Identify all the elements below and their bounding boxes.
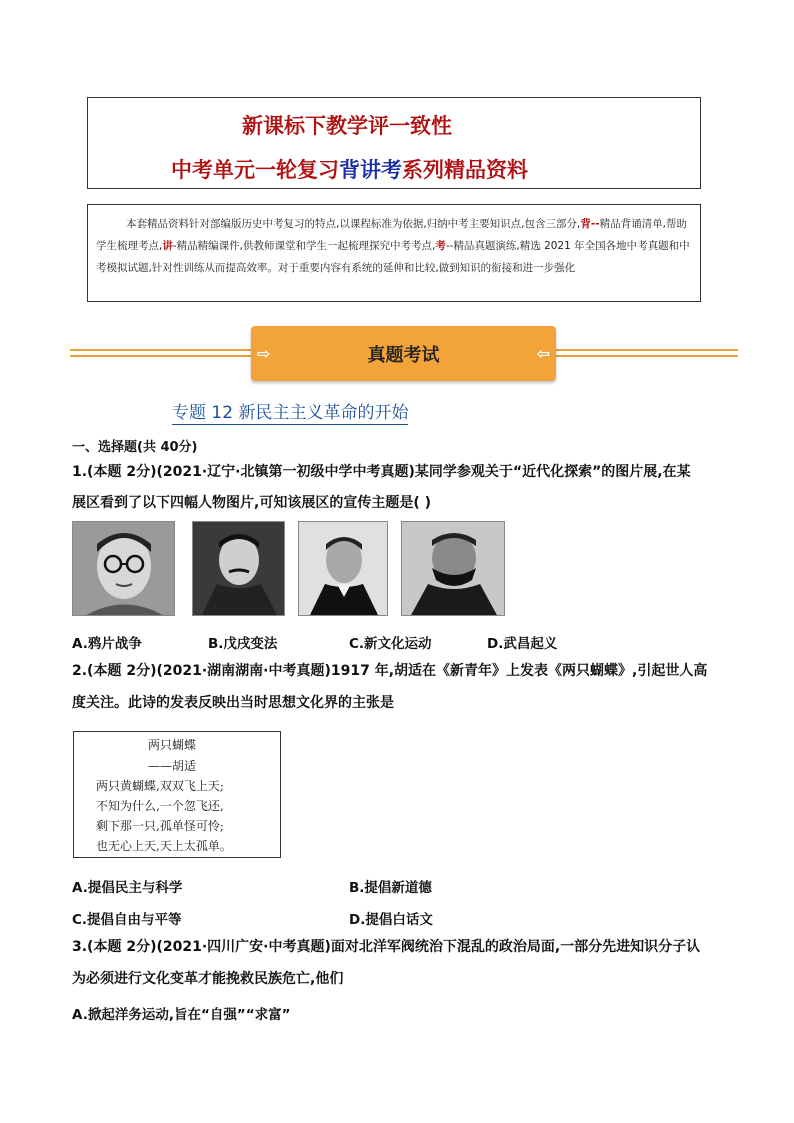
question-3-line-2: 为必须进行文化变革才能挽救民族危亡,他们 bbox=[72, 971, 344, 987]
portrait-photo-4 bbox=[401, 521, 505, 616]
title-line-2 bbox=[88, 154, 700, 184]
section-heading: 一、选择题(共 40分) bbox=[72, 440, 198, 455]
title-box bbox=[87, 97, 701, 189]
intro-keyword-bei: 背-- bbox=[580, 218, 600, 230]
poem-line-3: 剩下那一只,孤单怪可怜; bbox=[96, 819, 224, 833]
intro-part-1: 本套精品资料针对部编版历史中考复习的特点,以课程标准为依据,归纳中考主要知识点,包含三部分, bbox=[126, 218, 581, 230]
banner-line-right-top bbox=[556, 349, 738, 351]
portrait-photo-3 bbox=[298, 521, 388, 616]
poem-author: ——胡适 bbox=[148, 759, 197, 773]
question-1-line-1: 1.(本题 2分)(2021·辽宁·北镇第一初级中学中考真题)某同学参观关于“近代化探索”的图片展,在某 bbox=[72, 464, 691, 480]
question-2-line-1: 2.(本题 2分)(2021·湖南湖南·中考真题)1917 年,胡适在《新青年》上发表《两只蝴蝶》,引起世人高 bbox=[72, 663, 708, 679]
q1-option-b: B.戊戌变法 bbox=[208, 636, 278, 652]
intro-part-4: --精品真题演练,精选 2021 年全国各地中考真题和中考模拟试题,针对性训练从而提高效率。对于重要内容有系统的延伸和比较,做到知识的衔接和进一步强化 bbox=[96, 240, 690, 274]
q3-option-a: A.掀起洋务运动,旨在“自强”“求富” bbox=[72, 1007, 291, 1023]
title-line-2-part-b: 背讲考 bbox=[339, 157, 402, 182]
banner-line-left-bottom bbox=[70, 355, 251, 357]
poem-line-2: 不知为什么,一个忽飞还, bbox=[96, 799, 224, 813]
q2-option-b: B.提倡新道德 bbox=[349, 880, 432, 896]
question-2-line-2: 度关注。此诗的发表反映出当时思想文化界的主张是 bbox=[72, 695, 394, 711]
banner-line-right-bottom bbox=[556, 355, 738, 357]
poem-title: 两只蝴蝶 bbox=[148, 738, 197, 752]
intro-part-2: 精品背诵清单,帮助学生梳理考点, bbox=[96, 218, 687, 252]
banner-label: 真题考试 bbox=[367, 345, 440, 366]
title-line-2-part-c: 系列精品资料 bbox=[402, 157, 528, 182]
q1-option-d: D.武昌起义 bbox=[487, 636, 558, 652]
topic-title: 专题 12 新民主主义革命的开始 bbox=[172, 403, 409, 423]
arrow-left-icon: ⇦ bbox=[536, 344, 550, 363]
intro-keyword-jiang: 讲 bbox=[162, 240, 173, 252]
arrow-right-icon: ⇨ bbox=[257, 344, 271, 363]
q1-option-c: C.新文化运动 bbox=[349, 636, 432, 652]
q2-option-d: D.提倡白话文 bbox=[349, 912, 433, 928]
q2-option-a: A.提倡民主与科学 bbox=[72, 880, 183, 896]
poem-line-1: 两只黄蝴蝶,双双飞上天; bbox=[96, 779, 224, 793]
poem-line-4: 也无心上天,天上太孤单。 bbox=[96, 839, 232, 853]
banner-line-left-top bbox=[70, 349, 251, 351]
q1-option-a: A.鸦片战争 bbox=[72, 636, 142, 652]
question-3-line-1: 3.(本题 2分)(2021·四川广安·中考真题)面对北洋军阀统治下混乱的政治局面,一部分先进知识分子认 bbox=[72, 939, 701, 955]
question-1-line-2: 展区看到了以下四幅人物图片,可知该展区的宣传主题是( ) bbox=[72, 495, 431, 511]
q2-option-c: C.提倡自由与平等 bbox=[72, 912, 182, 928]
title-line-2-part-a: 中考单元一轮复习 bbox=[171, 157, 339, 182]
intro-keyword-kao: 考 bbox=[435, 240, 446, 252]
title-line-1: 新课标下教学评一致性 bbox=[242, 113, 452, 138]
intro-part-3: -精品精编课件,供教师课堂和学生一起梳理探究中考考点, bbox=[172, 240, 436, 252]
poem-box bbox=[73, 731, 281, 858]
intro-box bbox=[87, 204, 701, 302]
portrait-photo-2 bbox=[192, 521, 285, 616]
portrait-photo-1 bbox=[72, 521, 175, 616]
section-banner bbox=[251, 326, 556, 381]
